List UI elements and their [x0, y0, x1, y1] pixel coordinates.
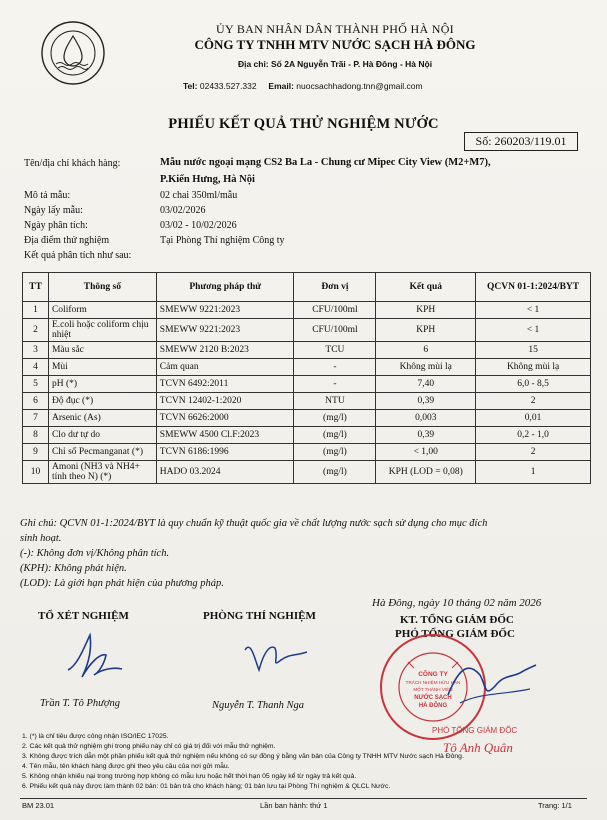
table-cell: pH (*) [48, 376, 156, 393]
table-cell: 0,39 [376, 393, 476, 410]
table-cell: Coliform [48, 302, 156, 319]
tester-title: TỔ XÉT NGHIỆM [38, 610, 129, 622]
sample-value: 02 chai 350ml/mẫu [160, 190, 238, 201]
table-cell: 8 [23, 427, 49, 444]
stamp-overlay-title: PHÓ TỔNG GIÁM ĐỐC [432, 726, 518, 735]
table-row [23, 427, 591, 444]
table-row [23, 393, 591, 410]
page-number: Trang: 1/1 [538, 801, 572, 810]
customer-label: Tên/địa chỉ khách hàng: [24, 158, 121, 169]
sampling-date-value: 03/02/2026 [160, 205, 206, 216]
table-cell: KPH [376, 319, 476, 342]
director-title: KT. TỔNG GIÁM ĐỐC [400, 614, 514, 626]
note-line-2: (-): Không đơn vị/Không phân tích. [20, 548, 170, 559]
col-header: TT [23, 273, 49, 302]
svg-text:TRÁCH NHIỆM HỮU HẠN: TRÁCH NHIỆM HỮU HẠN [405, 680, 461, 685]
footer-divider [20, 798, 587, 799]
col-header: QCVN 01-1:2024/BYT [476, 273, 591, 302]
table-cell: NTU [294, 393, 376, 410]
note-line-4: (LOD): Là giới hạn phát hiện của phương pháp. [20, 578, 224, 589]
results-table [22, 272, 591, 484]
table-cell: 6 [23, 393, 49, 410]
table-cell: 0,39 [376, 427, 476, 444]
table-cell: - [294, 359, 376, 376]
table-cell: 15 [476, 342, 591, 359]
note-line-1b: sinh hoạt. [20, 533, 62, 544]
table-cell: TCVN 6626:2000 [156, 410, 294, 427]
table-cell: Mùi [48, 359, 156, 376]
sign-date: Hà Đông, ngày 10 tháng 02 năm 2026 [372, 597, 542, 609]
table-cell: Không mùi lạ [476, 359, 591, 376]
table-cell: < 1 [476, 319, 591, 342]
table-cell: TCVN 12402-1:2020 [156, 393, 294, 410]
table-cell: 4 [23, 359, 49, 376]
lab-title: PHÒNG THÍ NGHIỆM [203, 610, 316, 622]
table-cell: 3 [23, 342, 49, 359]
table-header-row [23, 273, 591, 302]
table-cell: SMEWW 4500 Cl.F:2023 [156, 427, 294, 444]
table-cell: < 1 [476, 302, 591, 319]
table-cell: 0,2 - 1,0 [476, 427, 591, 444]
table-cell: < 1,00 [376, 444, 476, 461]
email-label: Email: [268, 81, 294, 91]
tel-label: Tel: [183, 81, 198, 91]
table-cell: 1 [476, 461, 591, 484]
test-place-value: Tại Phòng Thí nghiệm Công ty [160, 235, 285, 246]
note-line-1: Ghi chú: QCVN 01-1:2024/BYT là quy chuẩn kỹ thuật quốc gia về chất lượng nước sạch sử dụng cho mục đích [20, 518, 488, 529]
sampling-date-label: Ngày lấy mẫu: [24, 205, 83, 216]
table-cell: Clo dư tự do [48, 427, 156, 444]
table-cell: CFU/100ml [294, 319, 376, 342]
issue-number: Lần ban hành: thứ 1 [260, 801, 328, 810]
table-cell: KPH [376, 302, 476, 319]
table-cell: 2 [23, 319, 49, 342]
sample-label: Mô tả mẫu: [24, 190, 71, 201]
company-address [120, 59, 550, 69]
table-cell: - [294, 376, 376, 393]
company-name: CÔNG TY TNHH MTV NƯỚC SẠCH HÀ ĐÔNG [194, 37, 476, 52]
table-row [23, 461, 591, 484]
table-row [23, 319, 591, 342]
table-cell: TCU [294, 342, 376, 359]
note-line-3: (KPH): Không phát hiện. [20, 563, 127, 574]
table-cell: Arsenic (As) [48, 410, 156, 427]
svg-text:NƯỚC SẠCH: NƯỚC SẠCH [414, 695, 452, 701]
table-row [23, 410, 591, 427]
tester-name: Trần T. Tô Phượng [40, 698, 120, 709]
table-row [23, 302, 591, 319]
director-signature-icon [440, 655, 540, 710]
table-cell: 10 [23, 461, 49, 484]
table-cell: 6 [376, 342, 476, 359]
table-cell: CFU/100ml [294, 302, 376, 319]
customer-line1: Mẫu nước ngoại mạng CS2 Ba La - Chung cư Mipec City View (M2+M7), [160, 157, 491, 168]
contact-line [183, 81, 423, 91]
table-cell: 1 [23, 302, 49, 319]
table-cell: TCVN 6492:2011 [156, 376, 294, 393]
table-cell: KPH (LOD = 0,08) [376, 461, 476, 484]
table-cell: Độ đục (*) [48, 393, 156, 410]
col-header: Thông số [48, 273, 156, 302]
customer-line2: P.Kiến Hưng, Hà Nội [160, 174, 255, 185]
col-header: Phương pháp thử [156, 273, 294, 302]
director-name: Tô Anh Quân [443, 740, 513, 755]
table-cell: HADO 03.2024 [156, 461, 294, 484]
svg-text:CÔNG TY: CÔNG TY [418, 671, 448, 678]
analysis-date-label: Ngày phân tích: [24, 220, 88, 231]
table-row [23, 359, 591, 376]
analysis-date-value: 03/02 - 10/02/2026 [160, 220, 237, 231]
table-cell: (mg/l) [294, 461, 376, 484]
table-cell: (mg/l) [294, 444, 376, 461]
footnote: 6. Phiếu kết quả này được làm thành 02 bản: 01 bản trả cho khách hàng; 01 bản lưu tại Phòng Thí nghiệm & QLCL Nước. [22, 783, 391, 790]
lab-signature-icon [235, 630, 315, 680]
col-header: Kết quả [376, 273, 476, 302]
svg-text:HÀ ĐÔNG: HÀ ĐÔNG [418, 703, 448, 709]
table-cell: Cảm quan [156, 359, 294, 376]
table-cell: 9 [23, 444, 49, 461]
table-cell: 7,40 [376, 376, 476, 393]
table-row [23, 444, 591, 461]
table-cell: SMEWW 9221:2023 [156, 319, 294, 342]
authority-line: ỦY BAN NHÂN DÂN THÀNH PHỐ HÀ NỘI [216, 22, 454, 36]
deputy-director-title: PHÓ TỔNG GIÁM ĐỐC [395, 628, 515, 640]
address-text: Địa chỉ: Số 2A Nguyễn Trãi - P. Hà Đông - Hà Nội [237, 59, 433, 69]
table-cell: 5 [23, 376, 49, 393]
footnote: 1. (*) là chỉ tiêu được công nhận ISO/IEC 17025. [22, 733, 169, 740]
company-logo-icon [40, 20, 106, 86]
table-row [23, 342, 591, 359]
table-cell: SMEWW 2120 B:2023 [156, 342, 294, 359]
svg-text:MỘT THÀNH VIÊN: MỘT THÀNH VIÊN [413, 687, 453, 692]
table-cell: 0,003 [376, 410, 476, 427]
footnote: 3. Không được trích dẫn một phần phiếu kết quả thử nghiệm nếu không có sự đồng ý bằng văn bản của Công ty TNHH MTV Nước sạch Hà Đông. [22, 753, 464, 760]
footnote: 2. Các kết quả thử nghiệm ghi trong phiếu này chỉ có giá trị đối với mẫu thử nghiệm. [22, 743, 276, 750]
footnote: 4. Tên mẫu, tên khách hàng được ghi theo yêu cầu của nơi gửi mẫu. [22, 763, 230, 770]
table-cell: SMEWW 9221:2023 [156, 302, 294, 319]
table-cell: 7 [23, 410, 49, 427]
table-cell: 2 [476, 444, 591, 461]
email-value: nuocsachhadong.tnn@gmail.com [296, 81, 423, 91]
table-cell: 2 [476, 393, 591, 410]
form-code: BM 23.01 [22, 801, 55, 810]
table-cell: TCVN 6186:1996 [156, 444, 294, 461]
col-header: Đơn vị [294, 273, 376, 302]
test-place-label: Địa điểm thử nghiệm [24, 235, 110, 246]
table-row [23, 376, 591, 393]
table-cell: Màu sắc [48, 342, 156, 359]
table-cell: Amoni (NH3 và NH4+ tính theo N) (*) [48, 461, 156, 484]
table-cell: E.coli hoặc coliform chịu nhiệt [48, 319, 156, 342]
lab-name: Nguyễn T. Thanh Nga [212, 700, 304, 711]
document-number: Số: 260203/119.01 [464, 132, 578, 151]
tester-signature-icon [60, 625, 130, 685]
document-title: PHIẾU KẾT QUẢ THỬ NGHIỆM NƯỚC [168, 116, 439, 132]
table-cell: Không mùi lạ [376, 359, 476, 376]
table-cell: (mg/l) [294, 410, 376, 427]
result-intro: Kết quả phân tích như sau: [24, 250, 132, 261]
footnote: 5. Không nhận khiếu nại trong trường hợp không có mẫu lưu hoặc hết thời hạn 05 ngày kể từ ngày trả kết quả. [22, 773, 357, 780]
table-cell: 0,01 [476, 410, 591, 427]
table-cell: Chỉ số Pecmanganat (*) [48, 444, 156, 461]
table-cell: (mg/l) [294, 427, 376, 444]
tel-value: 02433.527.332 [199, 81, 257, 91]
table-cell: 6,0 - 8,5 [476, 376, 591, 393]
